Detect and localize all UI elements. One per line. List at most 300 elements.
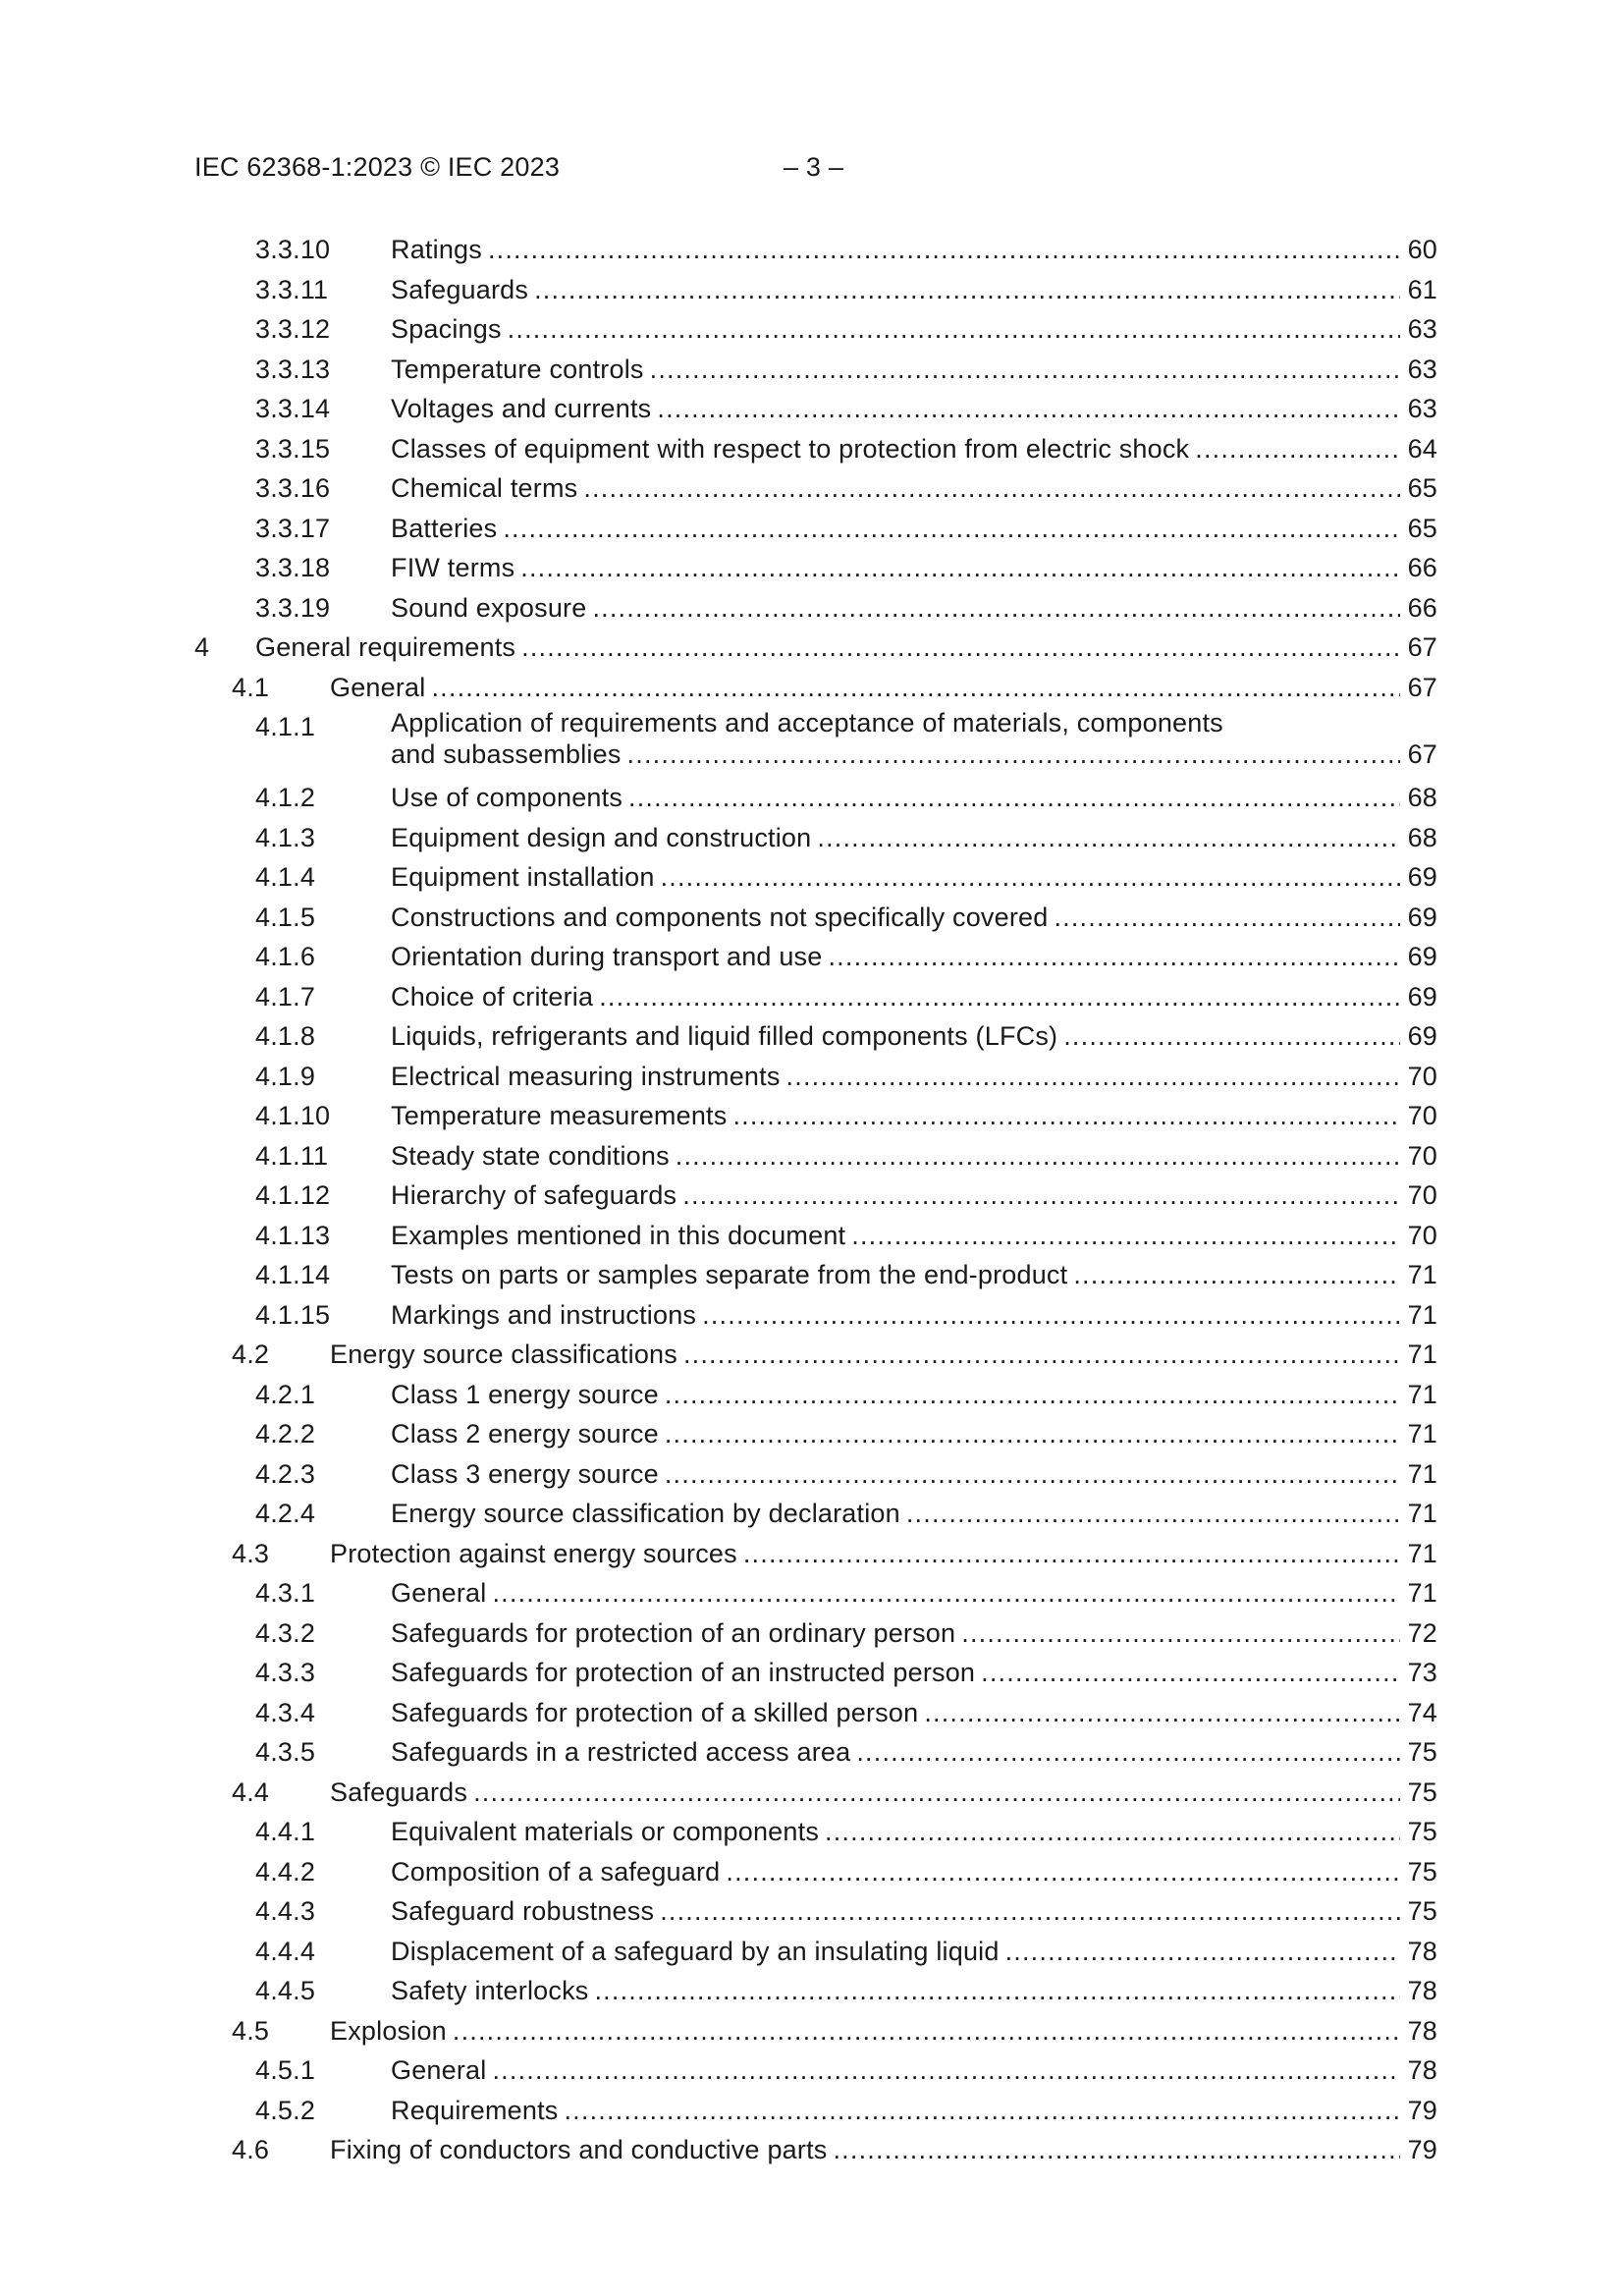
toc-entry-number: 4.5.2	[255, 2095, 316, 2125]
toc-entry-title-box	[391, 270, 1437, 310]
toc-entry-title-box	[391, 389, 1437, 429]
toc-entry-number: 4.5	[232, 2015, 270, 2046]
toc-entry-title: Markings and instructions	[391, 1295, 702, 1336]
dot-leader	[665, 1414, 1400, 1454]
toc-entry[interactable]	[194, 2050, 1437, 2091]
toc-entry[interactable]	[194, 1175, 1437, 1216]
toc-entry[interactable]	[194, 898, 1437, 938]
toc-entry[interactable]	[194, 1016, 1437, 1057]
toc-entry-title-box	[391, 588, 1437, 629]
toc-entry-line	[391, 1891, 1437, 1932]
toc-entry-title: General	[330, 668, 431, 708]
dot-leader	[521, 628, 1400, 668]
toc-entry-title-box	[391, 818, 1437, 858]
toc-entry-page: 71	[1407, 1339, 1437, 1369]
toc-entry-page: 71	[1407, 1538, 1437, 1568]
toc-entry-title-box	[391, 1693, 1437, 1733]
toc-entry-line	[391, 738, 1437, 778]
toc-entry-title: and subassemblies	[391, 738, 627, 770]
toc-entry-title-box	[391, 1136, 1437, 1176]
toc-entry[interactable]	[194, 1852, 1437, 1892]
toc-entry-line	[391, 1216, 1437, 1256]
toc-entry-number: 4.1.11	[255, 1140, 329, 1171]
toc-entry-line	[391, 1454, 1437, 1495]
toc-entry-title: Classes of equipment with respect to protection from electric shock	[391, 429, 1195, 469]
toc-entry-line	[391, 937, 1437, 977]
toc-entry-page: 68	[1407, 822, 1437, 852]
toc-entry-number: 4.3.1	[255, 1578, 316, 1608]
page-header	[194, 152, 1432, 188]
toc-entry-title-box	[391, 1096, 1437, 1136]
toc-entry[interactable]	[194, 1613, 1437, 1654]
toc-entry-title: Tests on parts or samples separate from the end-product	[391, 1255, 1073, 1295]
toc-entry-page: 69	[1407, 942, 1437, 971]
toc-entry-line	[391, 1057, 1437, 1097]
toc-entry-page: 70	[1407, 1220, 1437, 1250]
dot-leader	[592, 588, 1400, 629]
toc-entry-title-box	[391, 707, 1437, 778]
toc-entry-title-box	[391, 1573, 1437, 1613]
toc-entry-line	[391, 548, 1437, 588]
toc-entry-title: Safeguards for protection of an ordinary person	[391, 1613, 961, 1654]
toc-entry-line	[391, 1136, 1437, 1176]
dot-leader	[961, 1613, 1400, 1654]
toc-entry-line	[330, 2011, 1437, 2051]
toc-entry-page: 71	[1407, 1578, 1437, 1608]
toc-entry[interactable]	[194, 977, 1437, 1017]
dot-leader	[599, 977, 1400, 1017]
toc-entry-page: 71	[1407, 1458, 1437, 1489]
toc-entry-title: Orientation during transport and use	[391, 937, 828, 977]
toc-entry[interactable]	[194, 1891, 1437, 1932]
toc-entry-page: 70	[1407, 1101, 1437, 1130]
toc-entry-title: Displacement of a safeguard by an insulating liquid	[391, 1932, 1005, 1972]
toc-entry-title: General requirements	[255, 628, 521, 668]
toc-entry-page: 67	[1407, 632, 1437, 662]
toc-entry-title-box	[391, 1216, 1437, 1256]
toc-entry-line	[255, 628, 1437, 668]
toc-entry-page: 71	[1407, 1260, 1437, 1289]
dot-leader	[508, 309, 1400, 350]
toc-entry[interactable]	[194, 1335, 1437, 1375]
toc-entry[interactable]	[194, 1971, 1437, 2011]
toc-entry-number: 4.1.2	[255, 783, 316, 812]
toc-entry-title: Examples mentioned in this document	[391, 1216, 851, 1256]
toc-entry[interactable]	[194, 309, 1437, 350]
toc-entry-page: 75	[1407, 1777, 1437, 1807]
dot-leader	[661, 857, 1400, 898]
dot-leader	[492, 2050, 1400, 2091]
toc-entry[interactable]	[194, 1136, 1437, 1176]
toc-entry-page: 67	[1407, 739, 1437, 769]
toc-entry-line	[391, 1732, 1437, 1773]
toc-entry[interactable]	[194, 937, 1437, 977]
toc-entry-number: 4.6	[232, 2135, 270, 2164]
toc-entry-title-box	[330, 1335, 1437, 1375]
document-id: IEC 62368-1:2023 © IEC 2023	[194, 152, 561, 182]
toc-entry-page: 71	[1407, 1499, 1437, 1528]
toc-entry-page: 71	[1407, 1379, 1437, 1409]
toc-entry-title: Spacings	[391, 309, 508, 350]
dot-leader	[594, 1971, 1400, 2011]
toc-entry-page: 60	[1407, 235, 1437, 264]
toc-entry-title: Energy source classifications	[330, 1335, 683, 1375]
toc-entry[interactable]	[194, 1932, 1437, 1972]
toc-entry-title-box	[391, 778, 1437, 818]
dot-leader	[657, 389, 1400, 429]
toc-entry-number: 4	[194, 632, 210, 662]
toc-entry-title: Use of components	[391, 778, 628, 818]
toc-entry-page: 75	[1407, 1896, 1437, 1926]
toc-entry-title-box	[391, 1414, 1437, 1454]
toc-entry[interactable]	[194, 628, 1437, 668]
toc-entry-title: Chemical terms	[391, 468, 583, 509]
toc-entry-title: General	[391, 2050, 492, 2091]
toc-entry[interactable]	[194, 1693, 1437, 1733]
toc-entry-page: 67	[1407, 672, 1437, 702]
toc-entry-page: 74	[1407, 1697, 1437, 1727]
toc-entry-page: 64	[1407, 433, 1437, 464]
toc-entry[interactable]	[194, 1216, 1437, 1256]
toc-entry-page: 63	[1407, 314, 1437, 344]
toc-entry-page: 66	[1407, 592, 1437, 623]
toc-entry-page: 73	[1407, 1658, 1437, 1687]
toc-entry-title: Equipment design and construction	[391, 818, 817, 858]
toc-entry-line	[391, 818, 1437, 858]
toc-entry-title: Sound exposure	[391, 588, 592, 629]
toc-entry-title: Energy source classification by declaration	[391, 1494, 906, 1534]
toc-entry-title-box	[391, 1932, 1437, 1972]
toc-entry-title-box	[330, 2130, 1437, 2170]
toc-entry-page: 65	[1407, 513, 1437, 543]
toc-entry-number: 4.4.2	[255, 1856, 316, 1886]
toc-entry-page: 70	[1407, 1140, 1437, 1171]
toc-entry-title-box	[391, 1016, 1437, 1057]
toc-entry[interactable]	[194, 1494, 1437, 1534]
toc-entry-number: 4.5.1	[255, 2055, 316, 2085]
toc-entry-title-box	[330, 1773, 1437, 1813]
toc-entry[interactable]	[194, 230, 1437, 270]
toc-entry-line	[391, 1494, 1437, 1534]
toc-entry-number: 4.1.14	[255, 1260, 331, 1289]
dot-leader	[473, 1773, 1400, 1813]
toc-entry[interactable]	[194, 1573, 1437, 1613]
toc-entry[interactable]	[194, 1773, 1437, 1813]
toc-entry-line	[391, 1175, 1437, 1216]
toc-entry-title-line1: Application of requirements and acceptance of materials, components	[391, 708, 1223, 738]
dot-leader	[743, 1534, 1400, 1574]
toc-entry-line	[391, 1573, 1437, 1613]
dot-leader	[1005, 1932, 1400, 1972]
toc-entry-line	[391, 350, 1437, 390]
toc-entry-title: Steady state conditions	[391, 1136, 676, 1176]
toc-entry-title-box	[391, 1454, 1437, 1495]
dot-leader	[825, 1812, 1400, 1852]
toc-entry-title-box	[391, 1971, 1437, 2011]
page-number: – 3 –	[784, 152, 844, 182]
toc-entry-line	[391, 389, 1437, 429]
toc-entry-title-box	[330, 668, 1437, 708]
toc-entry-page: 69	[1407, 1021, 1437, 1051]
dot-leader	[981, 1653, 1400, 1693]
dot-leader	[851, 1216, 1400, 1256]
toc-entry-title: Ratings	[391, 230, 488, 270]
toc-entry-title: Safeguards	[330, 1773, 473, 1813]
toc-entry[interactable]	[194, 778, 1437, 818]
toc-entry-title: Requirements	[391, 2091, 564, 2131]
toc-entry-title: Electrical measuring instruments	[391, 1057, 786, 1097]
toc-entry-page: 78	[1407, 1976, 1437, 2005]
toc-entry-number: 3.3.14	[255, 394, 331, 423]
toc-entry-title: Equipment installation	[391, 857, 661, 898]
dot-leader	[660, 1891, 1400, 1932]
toc-entry-title-box	[391, 1613, 1437, 1654]
toc-entry-number: 4.1.12	[255, 1180, 331, 1210]
dot-leader	[534, 270, 1400, 310]
toc-entry-title: Explosion	[330, 2011, 453, 2051]
dot-leader	[732, 1096, 1400, 1136]
toc-entry[interactable]	[194, 1812, 1437, 1852]
dot-leader	[828, 937, 1400, 977]
toc-entry-line	[330, 668, 1437, 708]
toc-entry[interactable]	[194, 707, 1437, 778]
toc-entry[interactable]	[194, 270, 1437, 310]
toc-entry-title: Safety interlocks	[391, 1971, 594, 2011]
toc-entry-title: Class 2 energy source	[391, 1414, 665, 1454]
dot-leader	[520, 548, 1400, 588]
toc-entry-page: 78	[1407, 2055, 1437, 2085]
toc-entry-line	[391, 429, 1437, 469]
toc-entry-title: FIW terms	[391, 548, 520, 588]
toc-entry-title-box	[391, 230, 1437, 270]
toc-entry-page: 69	[1407, 902, 1437, 932]
toc-entry-number: 4.3.2	[255, 1617, 316, 1648]
dot-leader	[488, 230, 1400, 270]
toc-entry-line	[391, 2091, 1437, 2131]
toc-entry[interactable]	[194, 389, 1437, 429]
toc-entry-page: 79	[1407, 2135, 1437, 2164]
toc-entry-title: Equivalent materials or components	[391, 1812, 825, 1852]
toc-entry-number: 3.3.13	[255, 354, 331, 384]
toc-entry-line	[391, 309, 1437, 350]
toc-entry-number: 4.3.3	[255, 1658, 316, 1687]
toc-entry-number: 4.2.2	[255, 1419, 316, 1449]
toc-entry-page: 68	[1407, 783, 1437, 812]
toc-entry[interactable]	[194, 818, 1437, 858]
toc-entry-number: 4.1.9	[255, 1061, 316, 1091]
toc-entry-page: 78	[1407, 2015, 1437, 2046]
toc-entry-number: 3.3.10	[255, 235, 331, 264]
toc-entry-number: 4.1.7	[255, 981, 316, 1011]
toc-entry-number: 4.1.4	[255, 862, 316, 892]
toc-entry[interactable]	[194, 1057, 1437, 1097]
toc-entry-page: 75	[1407, 1737, 1437, 1767]
toc-entry[interactable]	[194, 668, 1437, 708]
toc-entry-line	[391, 1812, 1437, 1852]
toc-entry-line	[391, 1295, 1437, 1336]
toc-entry-number: 4.1.6	[255, 942, 316, 971]
toc-entry-title-box	[391, 898, 1437, 938]
toc-entry-title-box	[330, 2011, 1437, 2051]
toc-entry-title: Composition of a safeguard	[391, 1852, 726, 1892]
toc-entry[interactable]	[194, 509, 1437, 549]
toc-entry-title: Constructions and components not specifically covered	[391, 898, 1054, 938]
toc-entry[interactable]	[194, 1295, 1437, 1336]
toc-entry-title: General	[391, 1573, 492, 1613]
toc-entry-title: Liquids, refrigerants and liquid filled components (LFCs)	[391, 1016, 1063, 1057]
toc-entry-line	[391, 588, 1437, 629]
toc-entry-page: 71	[1407, 1419, 1437, 1449]
toc-entry-line	[391, 1255, 1437, 1295]
toc-entry-page: 66	[1407, 553, 1437, 582]
toc-entry[interactable]	[194, 1096, 1437, 1136]
dot-leader	[1063, 1016, 1400, 1057]
toc-entry-title: Voltages and currents	[391, 389, 657, 429]
toc-entry-title-box	[391, 548, 1437, 588]
dot-leader	[683, 1335, 1400, 1375]
toc-entry-number: 4.1.10	[255, 1101, 331, 1130]
toc-entry-number: 3.3.11	[255, 274, 329, 304]
toc-entry-title: Choice of criteria	[391, 977, 599, 1017]
dot-leader	[786, 1057, 1400, 1097]
toc-entry-title-box	[391, 350, 1437, 390]
table-of-contents	[194, 230, 1437, 2170]
dot-leader	[833, 2130, 1400, 2170]
toc-entry-number: 3.3.15	[255, 433, 331, 464]
toc-entry-title: Safeguards for protection of a skilled person	[391, 1693, 924, 1733]
toc-entry-page: 79	[1407, 2095, 1437, 2125]
toc-entry[interactable]	[194, 2011, 1437, 2051]
toc-entry[interactable]	[194, 1414, 1437, 1454]
dot-leader	[726, 1852, 1400, 1892]
toc-entry[interactable]	[194, 1375, 1437, 1415]
toc-entry-title-box	[391, 1375, 1437, 1415]
toc-entry-line	[391, 1414, 1437, 1454]
toc-entry-number: 4.4	[232, 1777, 270, 1807]
toc-entry-title: Safeguards in a restricted access area	[391, 1732, 856, 1773]
dot-leader	[431, 668, 1400, 708]
toc-entry-line	[391, 778, 1437, 818]
toc-entry-line	[391, 898, 1437, 938]
dot-leader	[453, 2011, 1400, 2051]
toc-entry-line	[330, 1534, 1437, 1574]
toc-entry-page: 75	[1407, 1856, 1437, 1886]
toc-entry-title: Class 1 energy source	[391, 1375, 665, 1415]
toc-entry-number: 4.3	[232, 1538, 270, 1568]
toc-entry-title-box	[391, 1732, 1437, 1773]
toc-entry-title-box	[391, 309, 1437, 350]
toc-entry-number: 4.2.4	[255, 1499, 316, 1528]
toc-entry[interactable]	[194, 1732, 1437, 1773]
toc-entry[interactable]	[194, 1454, 1437, 1495]
toc-entry[interactable]	[194, 1255, 1437, 1295]
toc-entry-line	[391, 468, 1437, 509]
toc-entry-page: 70	[1407, 1061, 1437, 1091]
toc-entry-number: 3.3.17	[255, 513, 331, 543]
dot-leader	[583, 468, 1400, 509]
toc-entry-line	[391, 1375, 1437, 1415]
toc-entry[interactable]	[194, 1534, 1437, 1574]
toc-entry[interactable]	[194, 548, 1437, 588]
toc-entry-page: 61	[1407, 274, 1437, 304]
toc-entry-title-box	[391, 937, 1437, 977]
dot-leader	[906, 1494, 1400, 1534]
dot-leader	[627, 738, 1400, 770]
toc-entry-title-box	[391, 1255, 1437, 1295]
toc-entry-title: Safeguards for protection of an instructed person	[391, 1653, 981, 1693]
dot-leader	[564, 2091, 1400, 2131]
toc-entry-title-box	[391, 468, 1437, 509]
toc-entry-line	[330, 1335, 1437, 1375]
toc-entry-number: 3.3.16	[255, 473, 331, 503]
toc-entry[interactable]	[194, 857, 1437, 898]
toc-entry-page: 69	[1407, 862, 1437, 892]
toc-entry-page: 72	[1407, 1617, 1437, 1648]
dot-leader	[665, 1454, 1400, 1495]
dot-leader	[856, 1732, 1400, 1773]
toc-entry-number: 4.1.8	[255, 1021, 316, 1051]
dot-leader	[924, 1693, 1400, 1733]
toc-entry-title: Safeguard robustness	[391, 1891, 660, 1932]
toc-entry-number: 4.1	[232, 672, 270, 702]
toc-entry-number: 4.2	[232, 1339, 270, 1369]
toc-entry-title-box	[391, 1175, 1437, 1216]
toc-entry-line	[391, 1653, 1437, 1693]
dot-leader	[628, 778, 1400, 818]
toc-entry-title-box	[391, 857, 1437, 898]
toc-entry-title: Batteries	[391, 509, 503, 549]
toc-entry-line	[391, 1096, 1437, 1136]
toc-entry-page: 63	[1407, 354, 1437, 384]
toc-entry[interactable]	[194, 2091, 1437, 2131]
toc-entry-title-box	[391, 1295, 1437, 1336]
toc-entry-page: 63	[1407, 394, 1437, 423]
toc-entry-page: 70	[1407, 1180, 1437, 1210]
dot-leader	[682, 1175, 1400, 1216]
toc-entry-title-box	[255, 628, 1437, 668]
toc-entry-line	[391, 270, 1437, 310]
toc-entry-line	[330, 2130, 1437, 2170]
toc-entry-page: 71	[1407, 1299, 1437, 1330]
toc-entry-title-box	[391, 2091, 1437, 2131]
toc-entry[interactable]	[194, 1653, 1437, 1693]
toc-entry[interactable]	[194, 429, 1437, 469]
toc-entry-title-box	[391, 1812, 1437, 1852]
toc-entry-number: 4.4.4	[255, 1936, 316, 1966]
toc-entry-title-box	[330, 1534, 1437, 1574]
toc-entry[interactable]	[194, 588, 1437, 629]
toc-entry-title-box	[391, 1653, 1437, 1693]
toc-entry-title: Fixing of conductors and conductive parts	[330, 2130, 833, 2170]
toc-entry-number: 3.3.12	[255, 314, 331, 344]
toc-entry-title: Class 3 energy source	[391, 1454, 665, 1495]
toc-entry[interactable]	[194, 468, 1437, 509]
toc-entry-number: 4.3.4	[255, 1697, 316, 1727]
toc-entry-number: 4.4.3	[255, 1896, 316, 1926]
toc-entry[interactable]	[194, 2130, 1437, 2170]
toc-entry-title-box	[391, 429, 1437, 469]
toc-entry-title: Hierarchy of safeguards	[391, 1175, 682, 1216]
toc-entry-title-box	[391, 977, 1437, 1017]
toc-entry-title: Safeguards	[391, 270, 534, 310]
dot-leader	[665, 1375, 1400, 1415]
toc-entry-title-box	[391, 1852, 1437, 1892]
toc-entry-title-box	[391, 2050, 1437, 2091]
toc-entry-line	[391, 1971, 1437, 2011]
toc-entry-number: 4.1.13	[255, 1220, 331, 1250]
toc-entry-number: 4.4.1	[255, 1817, 316, 1846]
toc-entry[interactable]	[194, 350, 1437, 390]
